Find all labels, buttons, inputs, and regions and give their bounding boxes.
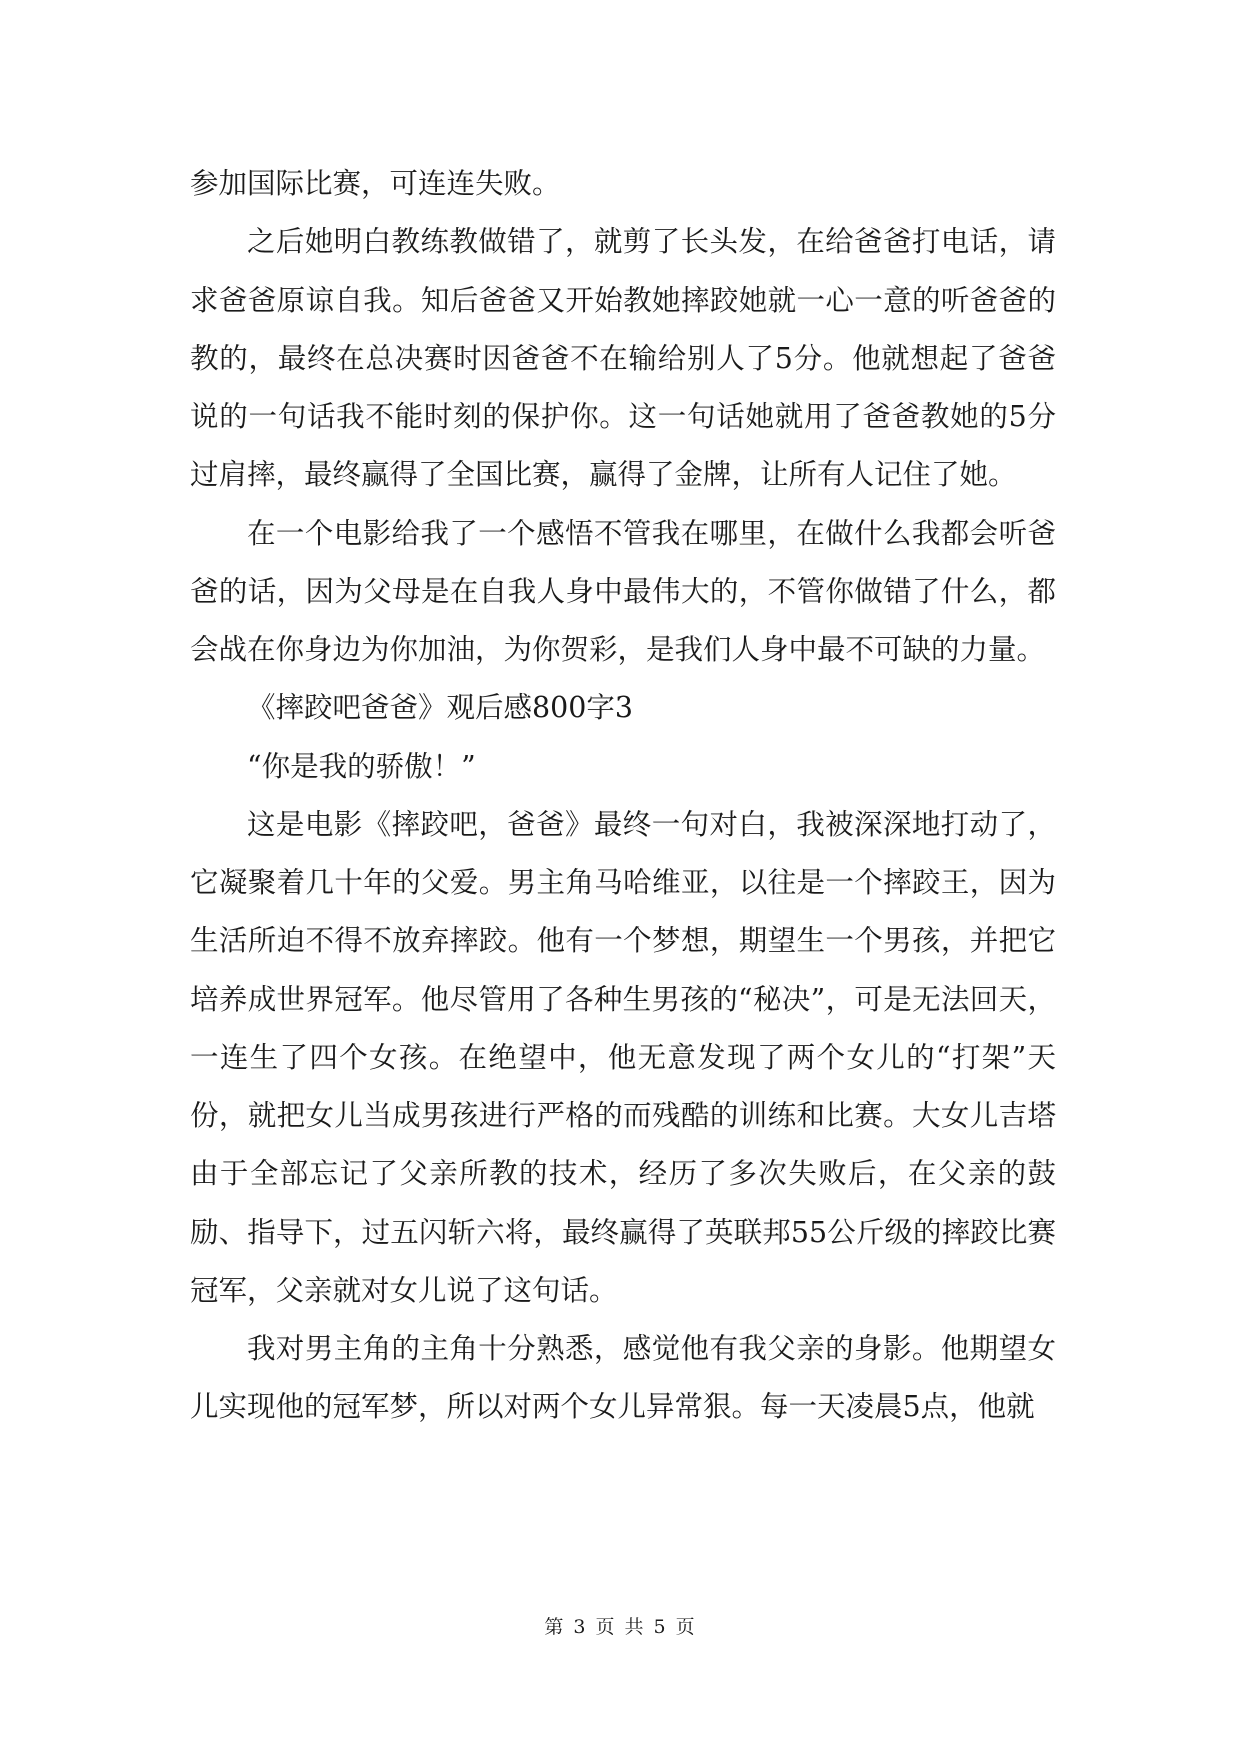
paragraph-7: 我对男主角的主角十分熟悉，感觉他有我父亲的身影。他期望女儿实现他的冠军梦，所以对两个女儿异常狠。每一天凌晨5点，他就 [190, 1332, 1056, 1424]
paragraph-3: 在一个电影给我了一个感悟不管我在哪里，在做什么我都会听爸爸的话，因为父母是在自我人身中最伟大的，不管你做错了什么，都会战在你身边为你加油，为你贺彩，是我们人身中最不可缺的力量。 [190, 516, 1056, 666]
section-title: 《摔跤吧爸爸》观后感800字3 [247, 691, 634, 725]
paragraph-1: 参加国际比赛，可连连失败。 [190, 167, 561, 200]
page-number-footer: 第 3 页 共 5 页 [544, 1616, 697, 1638]
quote-line: “你是我的骄傲！” [247, 749, 476, 783]
paragraph-2: 之后她明白教练教做错了，就剪了长头发，在给爸爸打电话，请求爸爸原谅自我。知后爸爸又开始教她摔跤她就一心一意的听爸爸的教的，最终在总决赛时因爸爸不在输给别人了5分。他就想起了爸爸说的一句话我不能时刻的保护你。这一句话她就用了爸爸教她的5分过肩摔，最终赢得了全国比赛，赢得了金牌，让所有人记住了她。 [190, 225, 1056, 492]
paragraph-6: 这是电影《摔跤吧，爸爸》最终一句对白，我被深深地打动了，它凝聚着几十年的父爱。男主角马哈维亚，以往是一个摔跤王，因为生活所迫不得不放弃摔跤。他有一个梦想，期望生一个男孩，并把它培养成世界冠军。他尽管用了各种生男孩的“秘决”，可是无法回天，一连生了四个女孩。在绝望中，他无意发现了两个女儿的“打架”天份，就把女儿当成男孩进行严格的而残酷的训练和比赛。大女儿吉塔由于全部忘记了父亲所教的技术，经历了多次失败后，在父亲的鼓励、指导下，过五闪斩六将，最终赢得了英联邦55公斤级的摔跤比赛冠军，父亲就对女儿说了这句话。 [190, 807, 1056, 1307]
body-text [190, 155, 1056, 1437]
